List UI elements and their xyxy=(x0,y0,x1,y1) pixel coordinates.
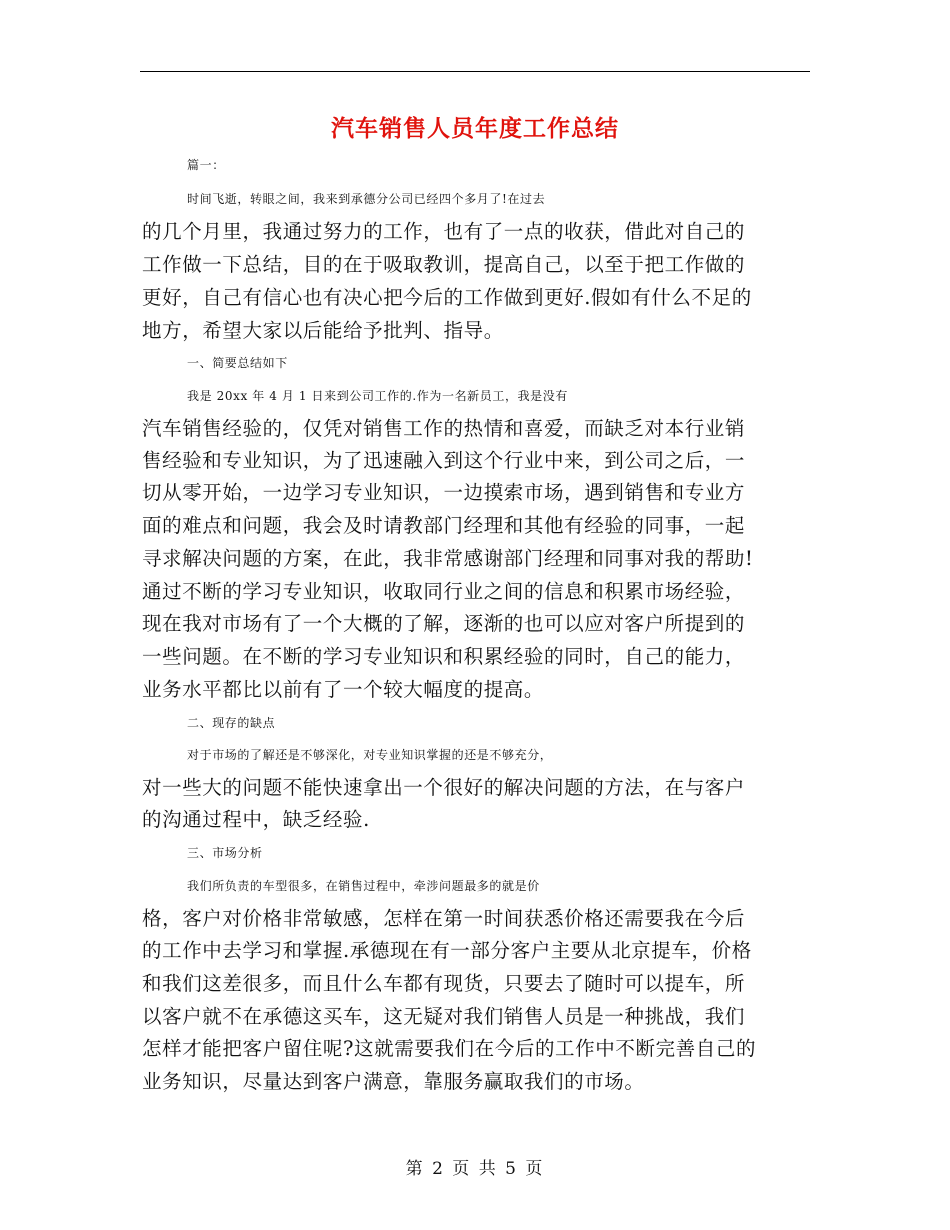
text-line: 汽车销售经验的，仅凭对销售工作的热情和喜爱，而缺乏对本行业销 xyxy=(142,417,746,440)
text-line: 的几个月里，我通过努力的工作，也有了一点的收获，借此对自己的 xyxy=(142,220,746,243)
text-line: 面的难点和问题，我会及时请教部门经理和其他有经验的同事，一起 xyxy=(142,514,746,537)
section-heading: 二、现存的缺点 xyxy=(187,716,276,730)
text-line: 我是 20xx 年 4 月 1 日来到公司工作的.作为一名新员工，我是没有 xyxy=(187,389,568,403)
text-line: 现在我对市场有了一个大概的了解，逐渐的也可以应对客户所提到的 xyxy=(142,612,746,635)
text-line: 工作做一下总结，目的在于吸取教训，提高自己，以至于把工作做的 xyxy=(142,253,746,276)
text-line: 对一些大的问题不能快速拿出一个很好的解决问题的方法，在与客户 xyxy=(142,776,746,799)
text-line: 篇一： xyxy=(187,158,225,172)
text-line: 业务水平都比以前有了一个较大幅度的提高。 xyxy=(142,678,545,701)
text-line: 切从零开始，一边学习专业知识，一边摸索市场，遇到销售和专业方 xyxy=(142,481,746,504)
text-line: 的沟通过程中，缺乏经验. xyxy=(142,808,370,831)
text-line: 的工作中去学习和掌握.承德现在有一部分客户主要从北京提车，价格 xyxy=(142,939,752,962)
section-heading: 三、市场分析 xyxy=(187,846,263,860)
text-line: 和我们这差很多，而且什么车都有现货，只要去了随时可以提车，所 xyxy=(142,972,746,995)
text-line: 对于市场的了解还是不够深化，对专业知识掌握的还是不够充分， xyxy=(187,748,553,762)
text-line: 售经验和专业知识，为了迅速融入到这个行业中来，到公司之后，一 xyxy=(142,449,746,472)
text-line: 时间飞逝，转眼之间，我来到承德分公司已经四个多月了!在过去 xyxy=(187,192,546,206)
text-line: 一些问题。在不断的学习专业知识和积累经验的同时，自己的能力， xyxy=(142,645,746,668)
section-heading: 一、简要总结如下 xyxy=(187,356,288,370)
text-line: 我们所负责的车型很多，在销售过程中，牵涉问题最多的就是价 xyxy=(187,879,540,893)
text-line: 通过不断的学习专业知识，收取同行业之间的信息和积累市场经验， xyxy=(142,580,746,603)
text-line: 寻求解决问题的方案，在此，我非常感谢部门经理和同事对我的帮助! xyxy=(142,547,754,570)
page-number: 第 2 页 共 5 页 xyxy=(405,1159,545,1179)
text-line: 怎样才能把客户留住呢?这就需要我们在今后的工作中不断完善自己的 xyxy=(142,1037,757,1060)
header-rule xyxy=(140,71,810,72)
text-line: 地方，希望大家以后能给予批判、指导。 xyxy=(142,319,504,342)
text-line: 格，客户对价格非常敏感，怎样在第一时间获悉价格还需要我在今后 xyxy=(142,907,746,930)
text-line: 更好，自己有信心也有决心把今后的工作做到更好.假如有什么不足的 xyxy=(142,286,752,309)
text-line: 以客户就不在承德这买车，这无疑对我们销售人员是一种挑战，我们 xyxy=(142,1005,746,1028)
document-title: 汽车销售人员年度工作总结 xyxy=(331,115,619,142)
text-line: 业务知识，尽量达到客户满意，靠服务赢取我们的市场。 xyxy=(142,1070,645,1093)
